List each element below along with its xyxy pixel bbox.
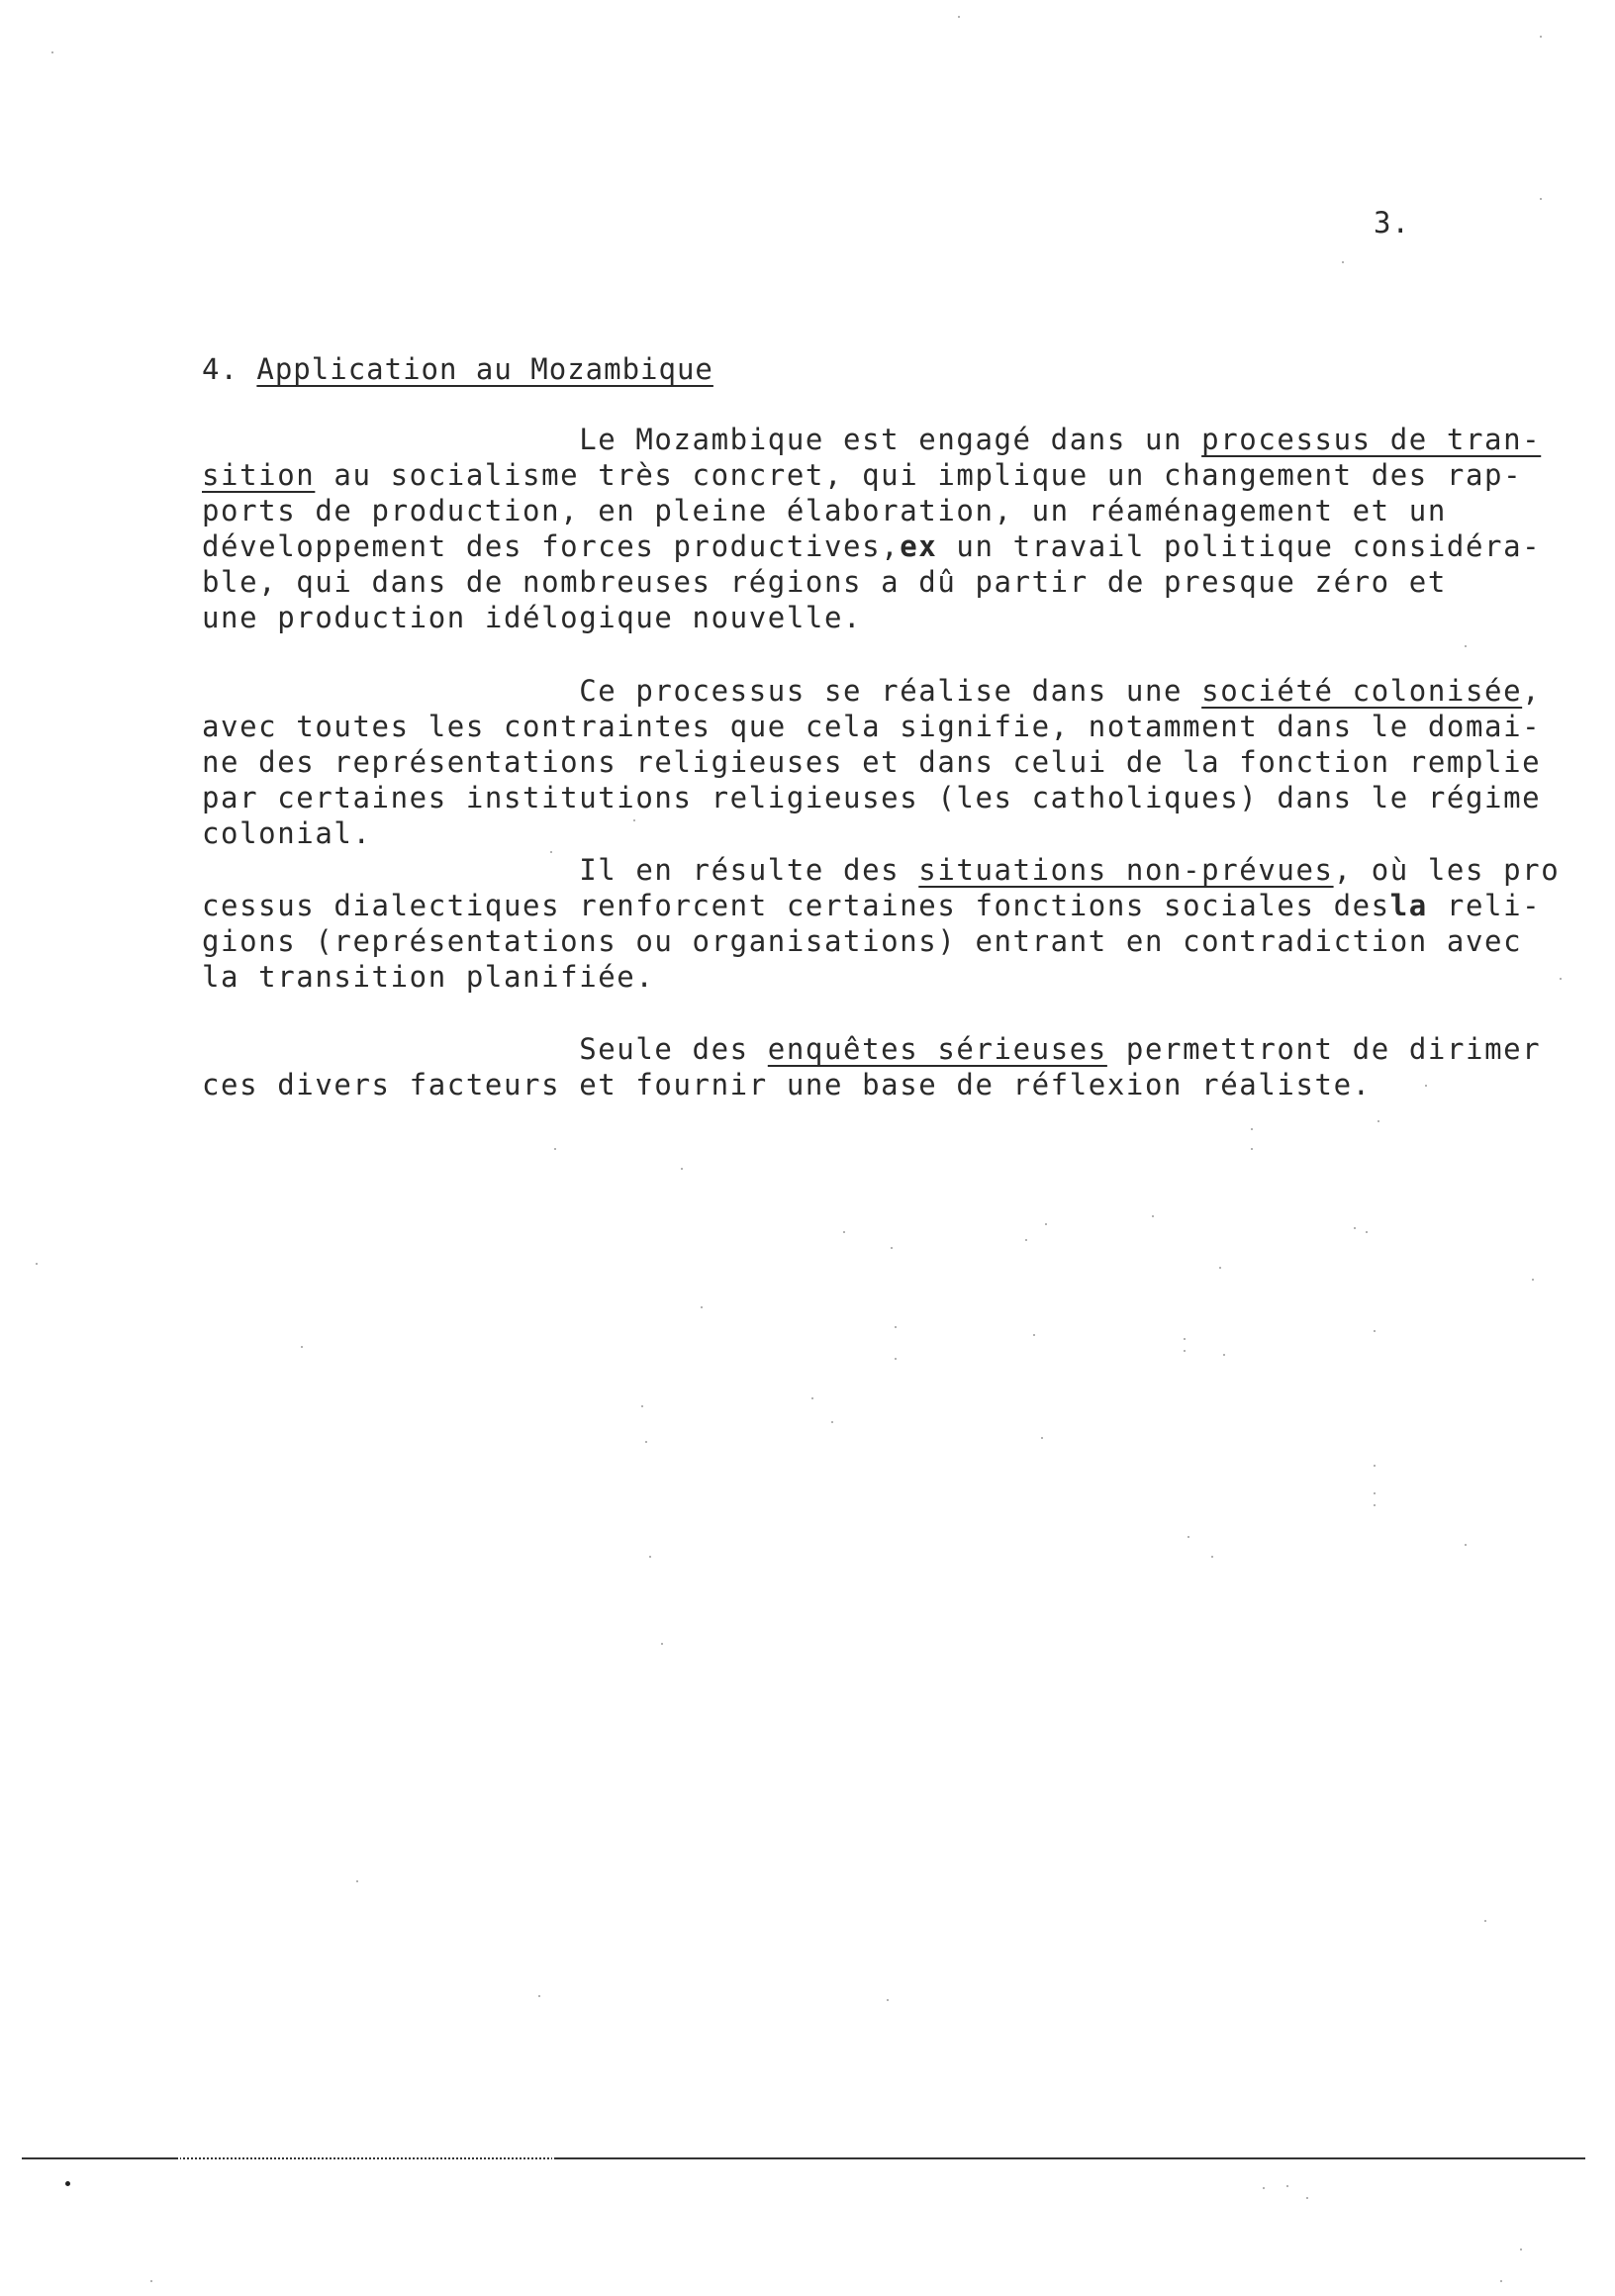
scan-speck <box>1045 1223 1047 1225</box>
text-run: colonial. <box>202 816 372 850</box>
scan-speck <box>1184 1338 1186 1340</box>
scan-speck <box>1520 2248 1522 2250</box>
scan-speck <box>887 1999 889 2001</box>
scan-speck <box>1184 1350 1186 1352</box>
scan-speck <box>831 1421 833 1423</box>
text-run: ces divers facteurs et fournir une base de réflexion réaliste. <box>202 1068 1372 1101</box>
scan-speck <box>1251 1148 1253 1150</box>
scan-speck <box>958 16 960 18</box>
scan-speck <box>1286 2185 1288 2187</box>
text-line <box>202 673 1587 709</box>
scan-speck <box>1560 978 1562 980</box>
scan-speck <box>1152 1215 1154 1217</box>
scan-speck <box>1263 2187 1265 2189</box>
text-line <box>202 744 1587 780</box>
footer-rule-gap <box>178 2157 554 2159</box>
scan-speck <box>550 851 552 853</box>
scan-speck <box>633 819 635 821</box>
scan-speck <box>1540 36 1542 38</box>
text-run: Il en résulte des <box>202 853 919 887</box>
text-line <box>202 422 1587 457</box>
underlined-text: enquêtes sérieuses <box>767 1032 1107 1066</box>
text-run: Seule des <box>202 1032 768 1066</box>
text-run: par certaines institutions religieuses (les catholiques) dans le régime <box>202 781 1542 814</box>
text-line <box>202 1031 1587 1067</box>
page-number: 3. <box>1374 206 1410 239</box>
text-run: développement des forces productives, <box>202 529 901 563</box>
scan-speck <box>895 1358 897 1360</box>
scan-speck <box>1374 1465 1376 1467</box>
text-run: permettront de dirimer <box>1106 1032 1542 1066</box>
scan-speck <box>538 1995 540 1997</box>
underlined-text: processus de tran- <box>1201 423 1542 456</box>
scan-speck <box>51 51 53 53</box>
text-line <box>202 1067 1587 1102</box>
text-run: ne des représentations religieuses et dans celui de la fonction remplie <box>202 745 1542 779</box>
section-heading <box>202 352 713 386</box>
text-run: avec toutes les contraintes que cela signifie, notamment dans le domai- <box>202 710 1542 743</box>
paragraph-1 <box>202 422 1587 635</box>
text-line <box>202 815 1587 851</box>
scan-speck <box>1374 1492 1376 1494</box>
text-line <box>202 923 1587 959</box>
scan-speck <box>1025 1239 1027 1241</box>
scan-speck <box>1223 1354 1225 1356</box>
text-run: ble, qui dans de nombreuses régions a dû partir de presque zéro et <box>202 565 1447 599</box>
scan-speck <box>1374 1330 1376 1332</box>
scan-speck <box>356 1880 358 1882</box>
text-run: gions (représentations ou organisations) entrant en contradiction avec <box>202 924 1523 958</box>
text-run: une production idélogique nouvelle. <box>202 601 863 634</box>
scan-speck <box>1041 1437 1043 1439</box>
paragraph-4 <box>202 1031 1587 1102</box>
text-run: cessus dialectiques renforcent certaines fonctions sociales des <box>202 889 1390 922</box>
scan-speck <box>36 1263 38 1265</box>
scan-speck <box>301 1346 303 1348</box>
underlined-text: société colonisée <box>1201 674 1523 708</box>
scan-speck <box>1306 2197 1308 2199</box>
scan-speck <box>1188 1536 1189 1538</box>
scan-speck <box>649 1556 651 1558</box>
scan-speck <box>150 2280 152 2282</box>
scan-speck <box>641 1405 643 1407</box>
text-run: , <box>1522 674 1542 708</box>
scan-speck <box>701 1306 703 1308</box>
text-run: ports de production, en pleine élaboration, un réaménagement et un <box>202 494 1447 527</box>
text-run: reli- <box>1427 889 1542 922</box>
text-line <box>202 780 1587 815</box>
scan-speck <box>661 1643 663 1645</box>
scan-speck <box>1211 1556 1213 1558</box>
text-line <box>202 493 1587 528</box>
scan-speck <box>1342 261 1344 263</box>
text-line <box>202 600 1587 635</box>
overstruck-text: la <box>1389 889 1428 922</box>
scan-speck <box>1033 1334 1035 1336</box>
scan-speck <box>1465 645 1467 647</box>
text-run: un travail politique considéra- <box>937 529 1542 563</box>
scan-speck <box>1500 2280 1502 2282</box>
text-line <box>202 709 1587 744</box>
scan-speck <box>681 1168 683 1170</box>
text-line <box>202 852 1587 888</box>
scan-speck <box>1366 1231 1368 1233</box>
text-line <box>202 564 1587 600</box>
footer-mark <box>65 2181 70 2186</box>
scan-speck <box>1540 198 1542 200</box>
text-line <box>202 457 1587 493</box>
scan-speck <box>1354 1227 1356 1229</box>
scan-speck <box>1219 1267 1221 1269</box>
underlined-text: sition <box>202 458 316 492</box>
paragraph-2 <box>202 673 1587 851</box>
text-run: Ce processus se réalise dans une <box>202 674 1202 708</box>
text-line <box>202 959 1587 995</box>
text-line <box>202 888 1587 923</box>
scan-speck <box>895 1326 897 1328</box>
scan-speck <box>1465 1544 1467 1546</box>
scan-speck <box>1532 1279 1534 1281</box>
scan-speck <box>645 1441 647 1443</box>
text-run: Le Mozambique est engagé dans un <box>202 423 1202 456</box>
text-run: au socialisme très concret, qui implique un changement des rap- <box>315 458 1523 492</box>
scan-speck <box>843 1231 845 1233</box>
scan-speck <box>811 1397 813 1399</box>
section-number: 4. <box>202 352 257 386</box>
text-line <box>202 528 1587 564</box>
scan-speck <box>1251 1128 1253 1130</box>
text-run: la transition planifiée. <box>202 960 655 994</box>
scan-speck <box>554 1148 556 1150</box>
text-run: , où les pro <box>1333 853 1561 887</box>
scan-speck <box>1425 1085 1427 1087</box>
paragraph-3 <box>202 852 1587 995</box>
scan-speck <box>1378 1120 1379 1122</box>
scan-speck <box>1484 1920 1486 1922</box>
section-title: Application au Mozambique <box>256 352 713 386</box>
scan-speck <box>1374 1504 1376 1506</box>
scan-speck <box>891 1247 893 1249</box>
overstruck-text: ex <box>900 529 938 563</box>
underlined-text: situations non-prévues <box>918 853 1334 887</box>
